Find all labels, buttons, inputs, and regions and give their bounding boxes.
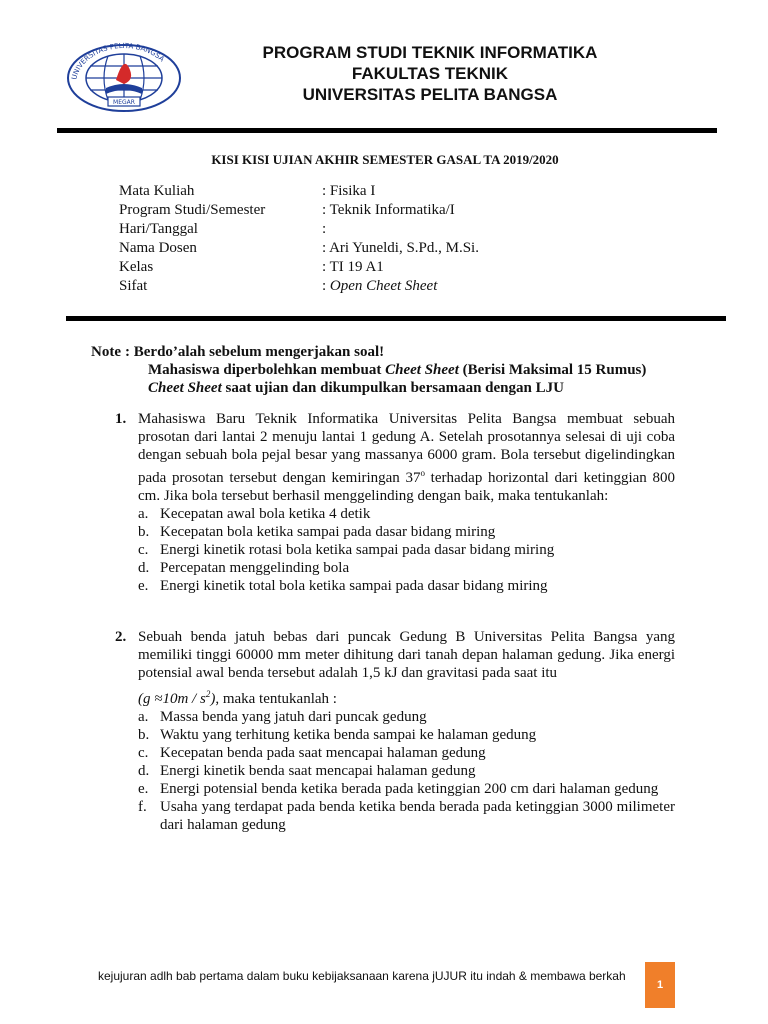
info-label: Nama Dosen xyxy=(119,240,197,256)
university-title: UNIVERSITAS PELITA BANGSA xyxy=(302,85,558,104)
info-label: Hari/Tanggal xyxy=(119,221,198,237)
info-value xyxy=(322,277,437,296)
option-list xyxy=(138,708,675,834)
option-item: d. Energi kinetik benda saat mencapai halaman gedung xyxy=(138,763,476,779)
note-line-3: Cheet Sheet saat ujian dan dikumpulkan bersamaan dengan LJU xyxy=(148,380,564,396)
option-item: a. Kecepatan awal bola ketika 4 detik xyxy=(138,506,371,522)
svg-text:MEGAR: MEGAR xyxy=(113,99,135,106)
question-text: Mahasiswa Baru Teknik Informatika Universitas Pelita Bangsa membuat sebuah prosotan dari lantai 2 menuju lantai 1 gedung A. Setelah prosotannya selesai di uji coba dengan sebuah bola pejal besar yang massanya 6000 gram. Bola tersebut digelindingkan pada prosotan tersebut dengan kemiringan 37$^o$ terhadap horizontal dari ketinggian 800 cm. Jika bola tersebut berhasil menggelinding dengan baik, maka tentukanlah: xyxy=(138,411,675,504)
option-item: b. Kecepatan bola ketika sampai pada dasar bidang miring xyxy=(138,524,496,540)
option-item: f. Usaha yang terdapat pada benda ketika benda berada pada ketinggian 3000 milimeter dari halaman gedung xyxy=(138,799,675,833)
info-value: : Teknik Informatika/I xyxy=(322,202,455,218)
question-text: Sebuah benda jatuh bebas dari puncak Gedung B Universitas Pelita Bangsa yang memiliki tinggi 60000 mm meter dihitung dari tanah depan halaman gedung. Jika energi potensial awal benda tersebut adalah 1,5 kJ dan gravitasi pada saat itu $(g \approx 10m / s^2)$, maka tentukanlah : xyxy=(138,629,675,707)
page-number: 1 xyxy=(645,962,675,1008)
option-item: e. Energi kinetik total bola ketika sampai pada dasar bidang miring xyxy=(138,578,548,594)
info-value: : Fisika I xyxy=(322,183,376,199)
info-value: : TI 19 A1 xyxy=(322,259,384,275)
note-line-1: : Berdo’alah sebelum mengerjakan soal! xyxy=(125,344,385,360)
question-2 xyxy=(115,628,675,834)
info-label: Program Studi/Semester xyxy=(119,202,266,218)
info-value-italic: Open Cheet Sheet xyxy=(329,278,438,294)
header-divider xyxy=(57,128,717,133)
info-value: : xyxy=(322,221,327,237)
info-label: Mata Kuliah xyxy=(119,183,195,199)
university-logo xyxy=(64,40,184,112)
question-1 xyxy=(115,410,675,595)
option-list xyxy=(138,505,675,595)
svg-text:UNIVERSITAS PELITA BANGSA: UNIVERSITAS PELITA BANGSA xyxy=(70,41,166,81)
program-title: PROGRAM STUDI TEKNIK INFORMATIKA xyxy=(262,43,598,62)
exam-title: KISI KISI UJIAN AKHIR SEMESTER GASAL TA 2019/2020 xyxy=(211,152,559,167)
info-label: Sifat xyxy=(119,278,148,294)
note-label: Note xyxy=(91,344,121,360)
option-item: d. Percepatan menggelinding bola xyxy=(138,560,350,576)
option-item: b. Waktu yang terhitung ketika benda sampai ke halaman gedung xyxy=(138,727,537,743)
option-item: c. Kecepatan benda pada saat mencapai halaman gedung xyxy=(138,745,486,761)
question-number: 1. xyxy=(115,411,127,427)
info-divider xyxy=(66,316,726,321)
option-item: a. Massa benda yang jatuh dari puncak gedung xyxy=(138,709,427,725)
info-value-prefix: : xyxy=(322,278,330,294)
option-item: c. Energi kinetik rotasi bola ketika sampai pada dasar bidang miring xyxy=(138,542,555,558)
faculty-title: FAKULTAS TEKNIK xyxy=(351,64,509,83)
info-value: : Ari Yuneldi, S.Pd., M.Si. xyxy=(322,240,479,256)
gravity-formula: $(g \approx 10m / s^2)$ xyxy=(138,689,216,707)
info-label: Kelas xyxy=(119,259,154,275)
institution-header xyxy=(190,42,670,105)
footer-quote: kejujuran adlh bab pertama dalam buku kebijaksanaan karena jUJUR itu indah & membawa berkah xyxy=(98,969,626,983)
option-item: e. Energi potensial benda ketika berada pada ketinggian 200 cm dari halaman gedung xyxy=(138,781,659,797)
question-number: 2. xyxy=(115,629,127,645)
note-line-2: Mahasiswa diperbolehkan membuat Cheet Sheet (Berisi Maksimal 15 Rumus) xyxy=(148,362,647,378)
